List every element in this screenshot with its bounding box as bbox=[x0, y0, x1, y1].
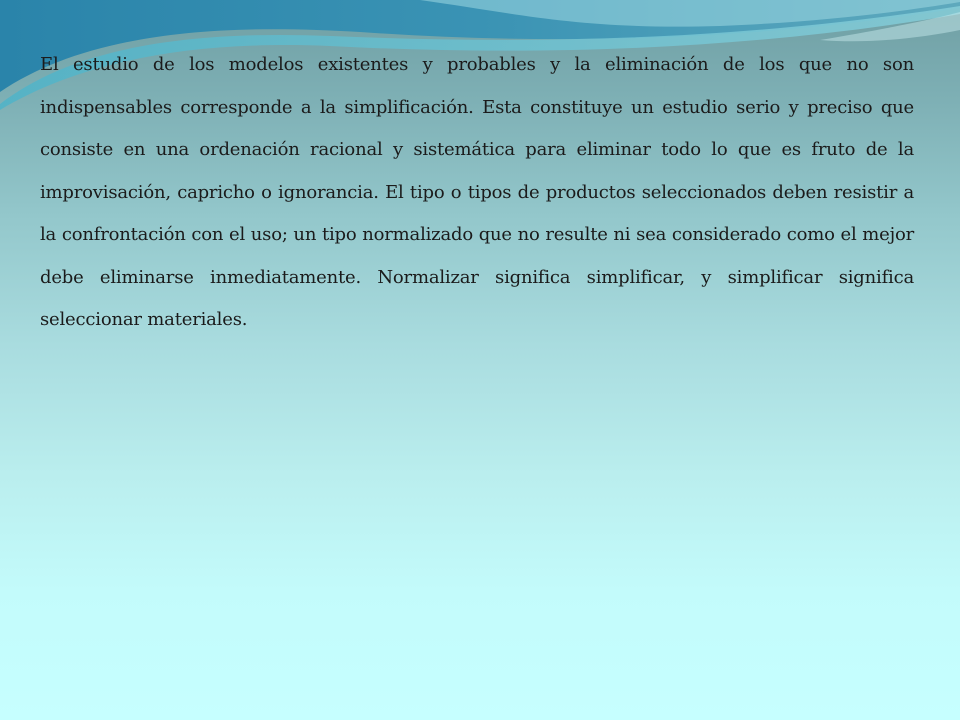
body-paragraph: El estudio de los modelos existentes y probables y la eliminación de los que no son indispensables corresponde a la simplificación. Esta constituye un estudio serio y preciso que consiste en una ordenación racional y sistemática para eliminar todo lo que es fruto de la improvisación, capricho o ignorancia. El tipo o tipos de productos seleccionados deben resistir a la confrontación con el uso; un tipo normalizado que no resulte ni sea considerado como el mejor debe eliminarse inmediatamente. Normalizar significa simplificar, y simplificar significa seleccionar materiales. bbox=[40, 54, 914, 330]
